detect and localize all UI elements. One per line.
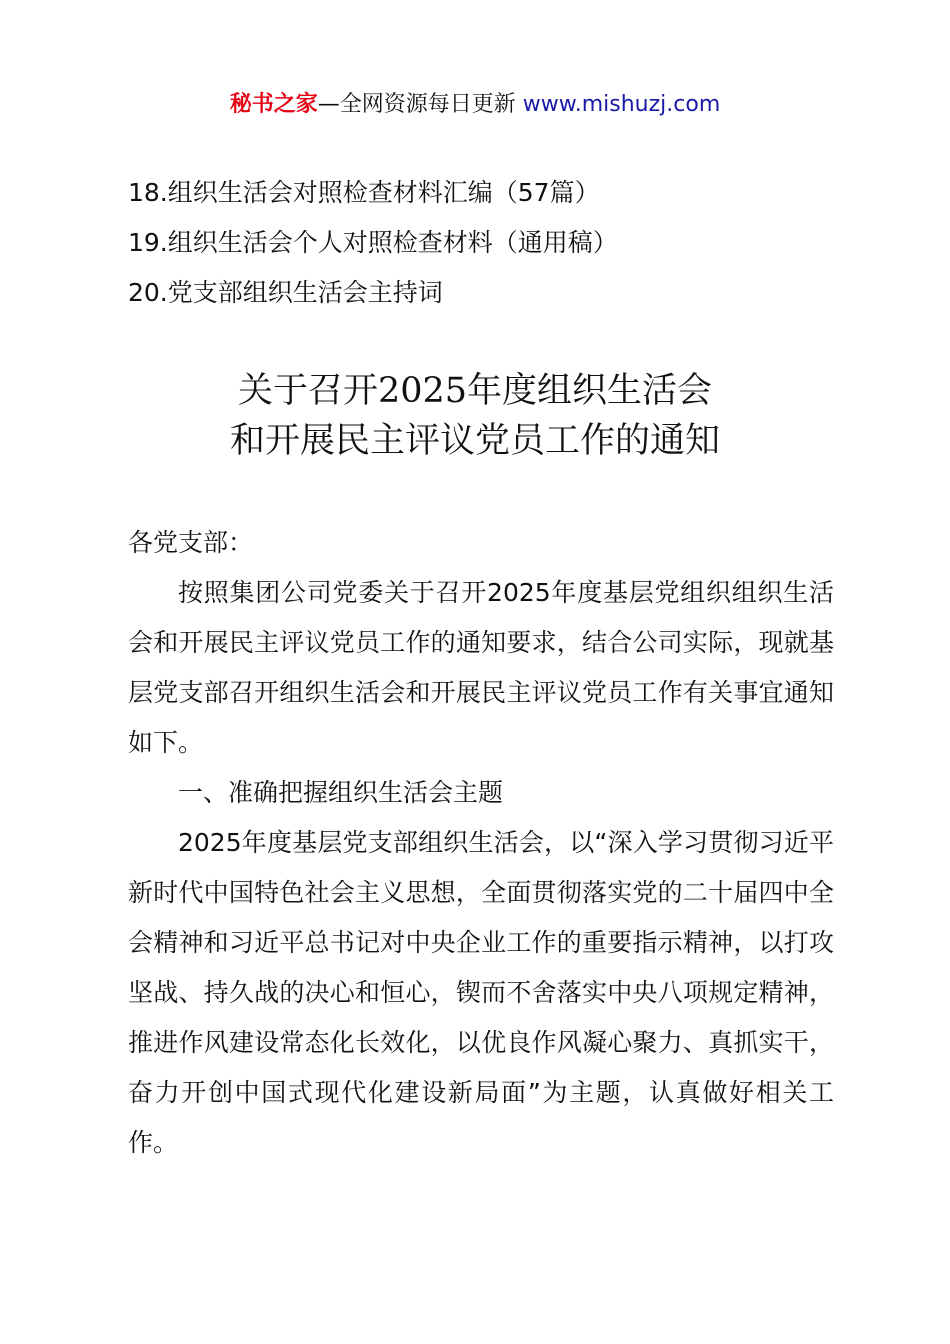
site-header [0, 88, 950, 122]
document-title [0, 366, 950, 466]
section-heading: 一、准确把握组织生活会主题 [178, 778, 504, 807]
title-line-1: 关于召开2025年度组织生活会 [237, 371, 713, 411]
header-tagline: 全网资源每日更新 [339, 92, 516, 117]
toc-item: 18.组织生活会对照检查材料汇编（57篇） [128, 178, 600, 207]
toc-item: 19.组织生活会个人对照检查材料（通用稿） [128, 228, 618, 257]
header-separator: — [317, 92, 340, 117]
site-url-link[interactable]: www.mishuzj.com [522, 92, 721, 117]
toc-list [128, 168, 828, 318]
intro-paragraph: 按照集团公司党委关于召开2025年度基层党组织组织生活会和开展民主评议党员工作的通知要求，结合公司实际，现就基层党支部召开组织生活会和开展民主评议党员工作有关事宜通知如下。 [128, 578, 834, 757]
document-body [128, 518, 834, 1168]
site-brand: 秘书之家 [229, 92, 318, 117]
toc-item: 20.党支部组织生活会主持词 [128, 278, 443, 307]
salutation: 各党支部： [128, 528, 254, 557]
section-paragraph: 2025年度基层党支部组织生活会，以“深入学习贯彻习近平新时代中国特色社会主义思想，全面贯彻落实党的二十届四中全会精神和习近平总书记对中央企业工作的重要指示精神，以打攻坚战、持久战的决心和恒心，锲而不舍落实中央八项规定精神，推进作风建设常态化长效化，以优良作风凝心聚力、真抓实干，奋力开创中国式现代化建设新局面”为主题，认真做好相关工作。 [128, 828, 834, 1157]
title-line-2: 和开展民主评议党员工作的通知 [229, 421, 720, 461]
